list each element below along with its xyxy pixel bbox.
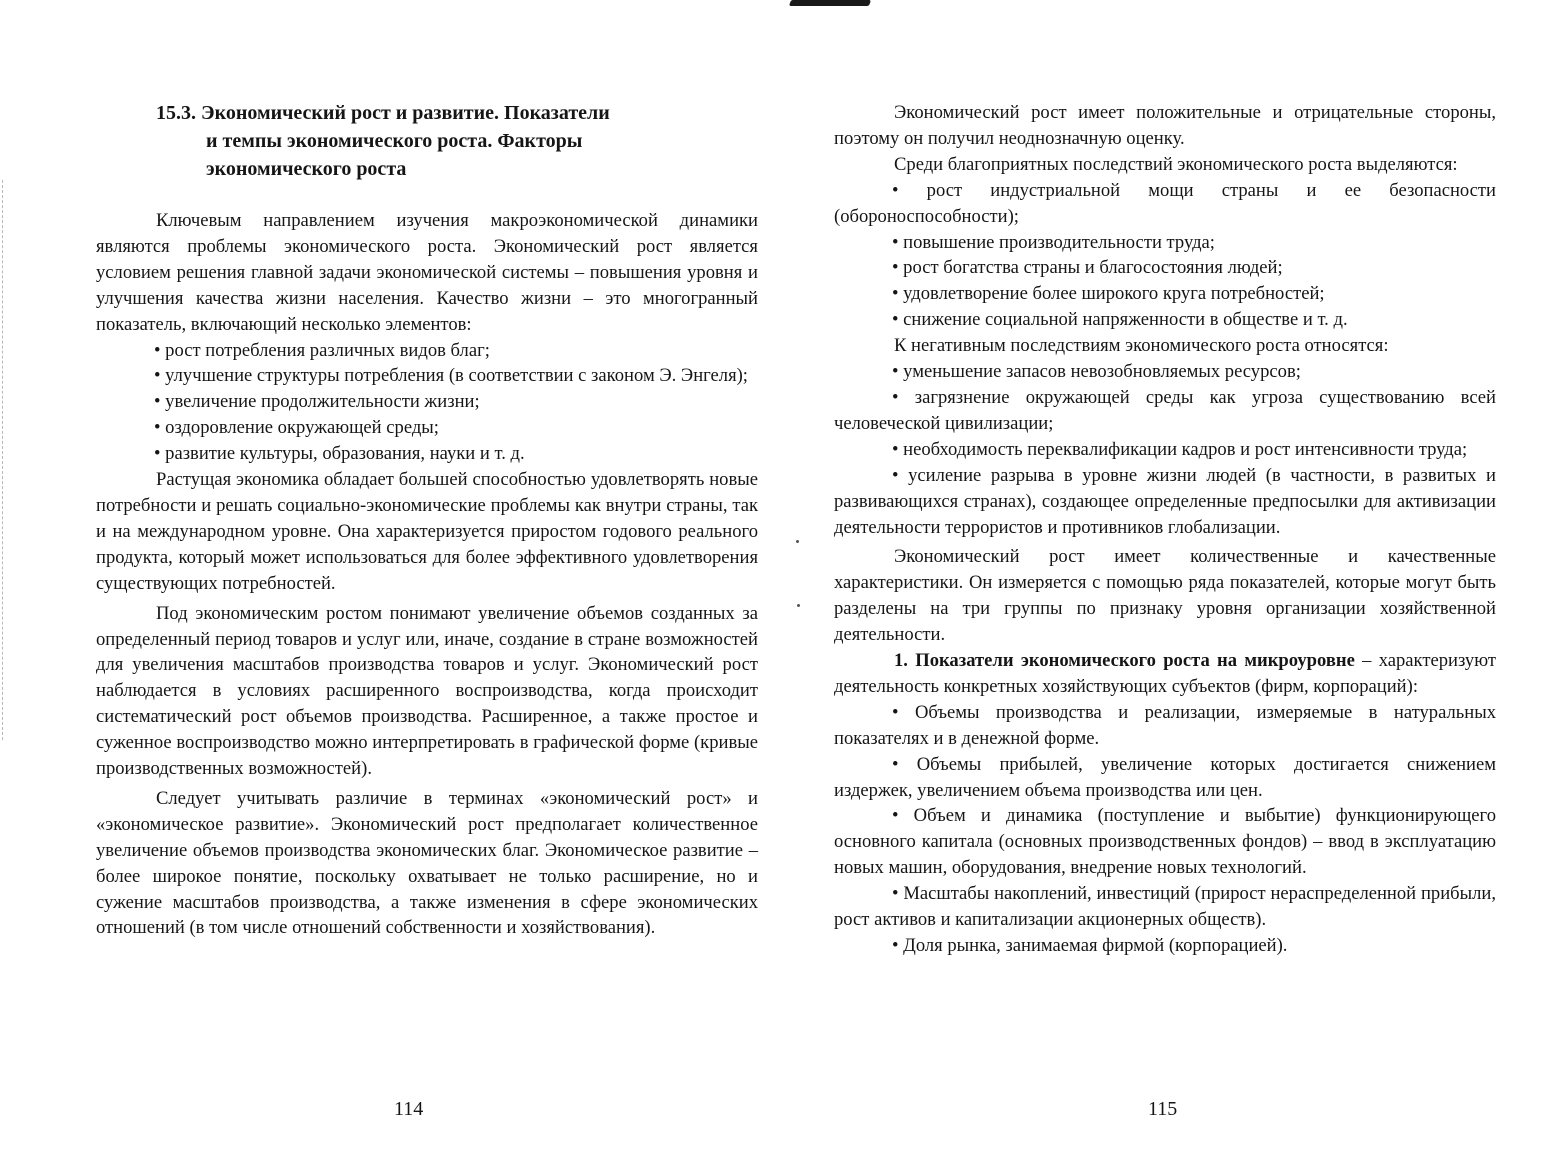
bullet-item: • повышение производительности труда; — [892, 231, 1215, 253]
micro-indicator-item: • Доля рынка, занимаемая фирмой (корпорацией). — [892, 935, 1288, 956]
bullet-item: • развитие культуры, образования, науки и т. д. — [154, 443, 525, 465]
section-title-line: и темпы экономического роста. Факторы — [206, 130, 583, 152]
section-title-line: 15.3. Экономический рост и развитие. Показатели — [156, 102, 610, 124]
bullet-item: • оздоровление окружающей среды; — [154, 417, 439, 439]
micro-indicator-item: • Масштабы накоплений, инвестиций (прирост нераспределенной прибыли, рост активов и капитализации акционерных обществ). — [834, 883, 1496, 931]
section-title — [156, 99, 716, 183]
bullet-item: • удовлетворение более широкого круга потребностей; — [892, 283, 1325, 305]
bullet-item: • снижение социальной напряженности в обществе и т. д. — [892, 309, 1348, 331]
bullet-item: • улучшение структуры потребления (в соответствии с законом Э. Энгеля); — [154, 365, 748, 387]
bullet-item: • загрязнение окружающей среды как угроза существованию всей человеческой цивилизации; — [834, 386, 1496, 434]
micro-level-heading-rest: – характеризуют деятельность конкретных хозяйствующих субъектов (фирм, корпораций): — [834, 650, 1496, 697]
paragraph: К негативным последствиям экономического роста относятся: — [894, 335, 1389, 357]
micro-indicator-item: • Объем и динамика (поступление и выбытие) функционирующего основного капитала (основных производственных фондов) – ввод в эксплуатацию новых машин, оборудования, внедрение новых технологий. — [834, 805, 1496, 879]
paragraph: Ключевым направлением изучения макроэкономической динамики являются проблемы экономического роста. Экономический рост является условием решения главной задачи экономической системы – повышения уровня и улучшения качества жизни населения. Качество жизни – это многогранный показатель, включающий несколько элементов: — [96, 210, 758, 335]
bullet-item: • усиление разрыва в уровне жизни людей (в частности, в развитых и развивающихся странах), создающее определенные предпосылки для активизации деятельности террористов и противников глобализации. — [834, 464, 1496, 538]
paragraph: Среди благоприятных последствий экономического роста выделяются: — [894, 153, 1458, 175]
section-title-line: экономического роста — [206, 158, 407, 180]
paragraph: Экономический рост имеет количественные и качественные характеристики. Он измеряется с помощью ряда показателей, которые могут быть разделены на три группы по признаку уровня организации хозяйственной деятельности. — [834, 546, 1496, 646]
micro-level-heading: 1. Показатели экономического роста на микроуровне — [894, 650, 1355, 672]
scan-speck — [797, 604, 800, 607]
scan-speck — [796, 540, 799, 543]
bullet-item: • рост потребления различных видов благ; — [154, 339, 490, 361]
bullet-item: • рост богатства страны и благосостояния людей; — [892, 257, 1283, 279]
scan-edge-artifact — [2, 180, 4, 740]
bullet-item: • уменьшение запасов невозобновляемых ресурсов; — [892, 361, 1301, 383]
micro-indicator-item: • Объемы прибылей, увеличение которых достигается снижением издержек, увеличением объема производства или цен. — [834, 753, 1496, 801]
left-page-body — [96, 208, 758, 941]
bullet-item: • необходимость переквалификации кадров и рост интенсивности труда; — [892, 438, 1468, 460]
micro-level-intro — [834, 648, 1496, 700]
right-page-body — [834, 100, 1496, 959]
paragraph: Следует учитывать различие в терминах «экономический рост» и «экономическое развитие». Экономический рост предполагает количественное увеличение объемов производства экономических благ. Экономическое развитие – более широкое понятие, поскольку охватывает не только расширение, но и сужение масштабов производства, а также изменения в сфере экономических отношений (в том числе отношений собственности и хозяйствования). — [96, 787, 758, 939]
bullet-item: • увеличение продолжительности жизни; — [154, 391, 480, 413]
right-page — [834, 0, 1496, 1176]
paragraph: Под экономическим ростом понимают увеличение объемов созданных за определенный период товаров и услуг или, иначе, создание в стране возможностей для увеличения масштабов производства товаров и услуг. Экономический рост наблюдается в условиях расширенного воспроизводства, когда происходит систематический рост объемов производства. Расширенное, а также простое и суженное воспроизводство можно интерпретировать в графической форме (кривые производственных возможностей). — [96, 602, 758, 780]
paragraph: Экономический рост имеет положительные и отрицательные стороны, поэтому он получил неоднозначную оценку. — [834, 102, 1496, 149]
left-page — [96, 0, 758, 1176]
bullet-item: • рост индустриальной мощи страны и ее безопасности (обороноспособности); — [834, 179, 1496, 227]
page-number: 114 — [394, 1098, 424, 1120]
paragraph: Растущая экономика обладает большей способностью удовлетворять новые потребности и решать социально-экономические проблемы как внутри страны, так и на международном уровне. Она характеризуется приростом годового реального продукта, который может использоваться для более эффективного удовлетворения существующих потребностей. — [96, 469, 758, 594]
micro-indicator-item: • Объемы производства и реализации, измеряемые в натуральных показателях и в денежной форме. — [834, 701, 1496, 749]
page-number: 115 — [1148, 1098, 1178, 1120]
